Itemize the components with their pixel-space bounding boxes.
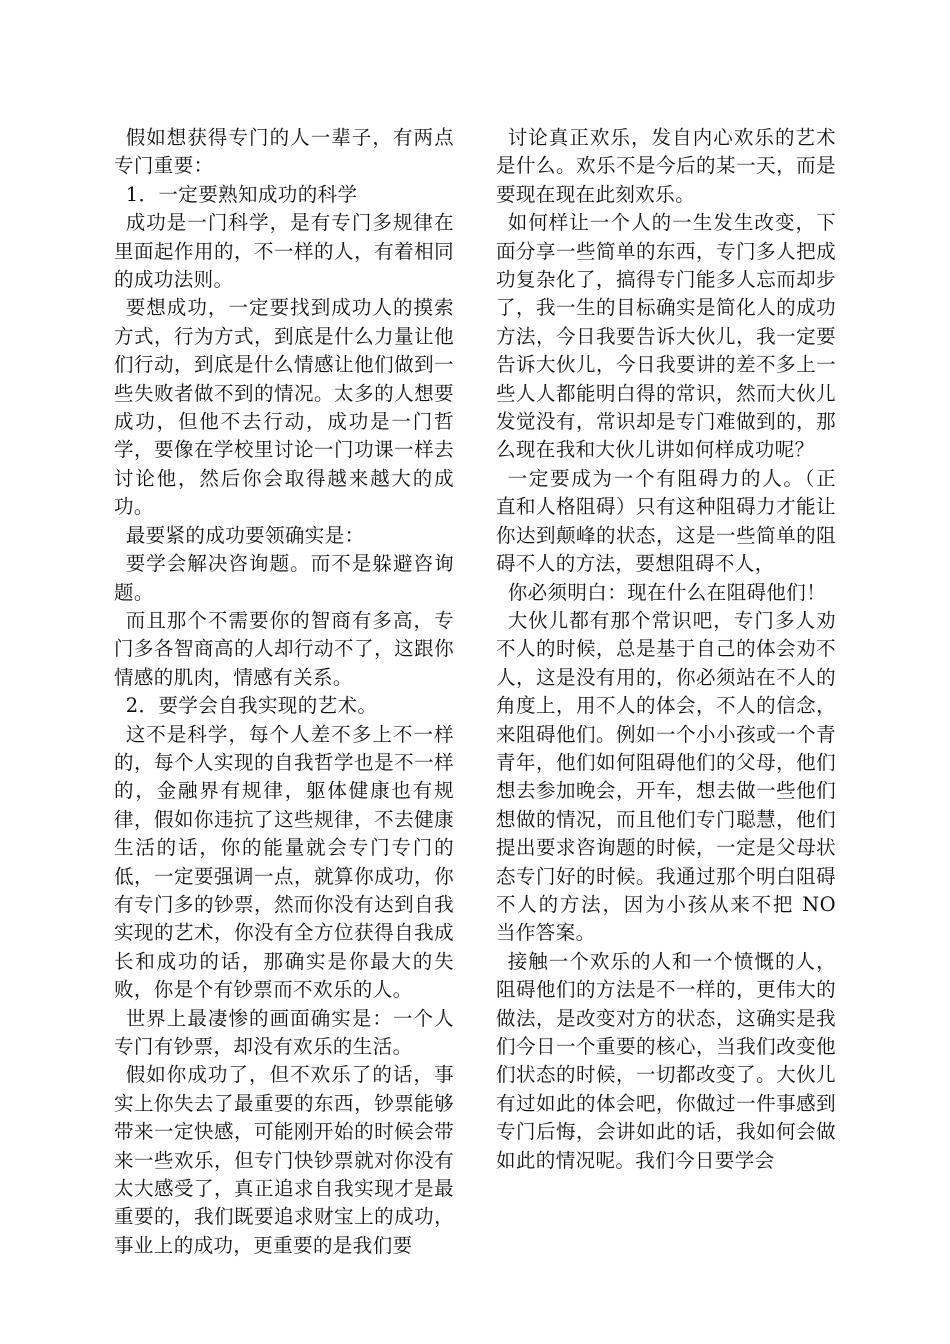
paragraph: 假如想获得专门的人一辈子，有两点专门重要：: [114, 126, 454, 178]
paragraph: 一定要成为一个有阻碍力的人。（正直和人格阻碍）只有这种阻碍力才能让你达到颠峰的状态，这是一些简单的阻碍不人的方法，要想阻碍不人，: [496, 466, 836, 576]
paragraph: 最要紧的成功要领确实是：: [125, 523, 365, 547]
paragraph: 要学会解决咨询题。而不是躲避咨询题。: [114, 552, 454, 604]
paragraph: 要想成功，一定要找到成功人的摸索方式，行为方式，到底是什么力量让他们行动，到底是什么情感让他们做到一些失败者做不到的情况。太多的人想要成功，但他不去行动，成功是一门哲学，要像在学校里讨论一门功课一样去讨论他，然后你会取得越来越大的成功。: [114, 296, 454, 519]
paragraph: 如何样让一个人的一生发生改变，下面分享一些简单的东西，专门多人把成功复杂化了，搞得专门能多人忘而却步了，我一生的目标确实是简化人的成功方法，今日我要告诉大伙儿，我一定要告诉大伙儿，今日我要讲的差不多上一些人人都能明白得的常识，然而大伙儿发觉没有，常识却是专门难做到的，那么现在我和大伙儿讲如何样成功呢？: [496, 211, 836, 462]
paragraph: 讨论真正欢乐，发自内心欢乐的艺术是什么。欢乐不是今后的某一天，而是要现在现在此刻欢乐。: [496, 126, 836, 206]
paragraph: 假如你成功了，但不欢乐了的话，事实上你失去了最重要的东西，钞票能够带来一定快感，可能刚开始的时候会带来一些欢乐，但专门快钞票就对你没有太大感受了，真正追求自我实现才是最重要的，我们既要追求财宝上的成功，事业上的成功，更重要的是我们要: [114, 1063, 454, 1257]
heading-item-1: 1．一定要熟知成功的科学: [125, 182, 358, 206]
paragraph: 大伙儿都有那个常识吧，专门多人劝不人的时候，总是基于自己的体会劝不人，这是没有用的，你必须站在不人的角度上，用不人的体会，不人的信念，来阻碍他们。例如一个小小孩或一个青青年，他们如何阻碍他们的父母，他们想去参加晚会，开车，想去做一些他们想做的情况，而且他们专门聪慧，他们提出要求咨询题的时候，一定是父母状态专门好的时候。我通过那个明白阻碍不人的方法，因为小孩从来不把 NO 当作答案。: [496, 608, 836, 945]
paragraph: 接触一个欢乐的人和一个愤慨的人，阻碍他们的方法是不一样的，更伟大的做法，是改变对方的状态，这确实是我们今日一个重要的核心，当我们改变他们状态的时候，一切都改变了。大伙儿有过如此的体会吧，你做过一件事感到专门后悔，会讲如此的话，我如何会做如此的情况呢。我们今日要学会: [496, 949, 836, 1172]
right-text-column: [496, 124, 836, 1175]
paragraph: 这不是科学，每个人差不多上不一样的，每个人实现的自我哲学也是不一样的，金融界有规律，躯体健康也有规律，假如你违抗了这些规律，不去健康生活的话，你的能量就会专门专门的低，一定要强调一点，就算你成功，你有专门多的钞票，然而你没有达到自我实现的艺术，你没有全方位获得自我成长和成功的话，那确实是你最大的失败，你是个有钞票而不欢乐的人。: [114, 722, 454, 1002]
paragraph: 成功是一门科学，是有专门多规律在里面起作用的，不一样的人，有着相同的成功法则。: [114, 211, 454, 292]
left-text-column: [114, 124, 454, 1260]
paragraph: 你必须明白：现在什么在阻碍他们！: [507, 580, 827, 604]
paragraph: 而且那个不需要你的智商有多高，专门多各智商高的人却行动不了，这跟你情感的肌肉，情感有关系。: [114, 608, 454, 689]
heading-item-2: 2．要学会自我实现的艺术。: [125, 694, 378, 718]
paragraph: 世界上最凄惨的画面确实是：一个人专门有钞票，却没有欢乐的生活。: [114, 1006, 454, 1058]
